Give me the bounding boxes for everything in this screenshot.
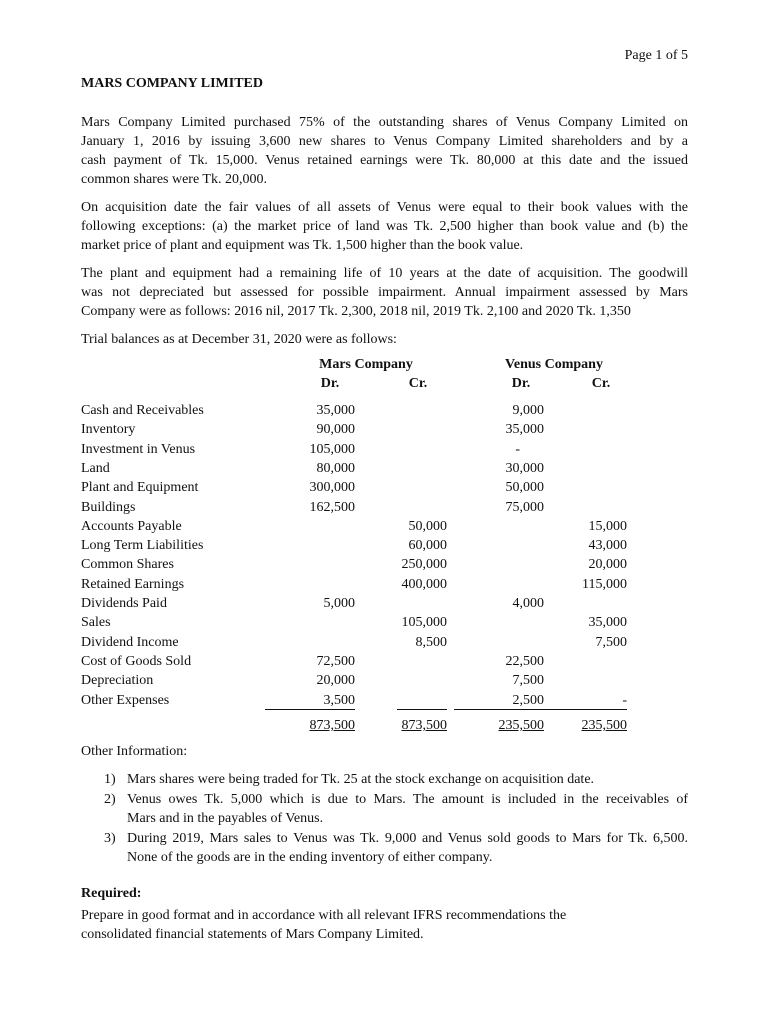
row-label: Depreciation [81, 673, 154, 689]
paragraph-line: was not depreciated but assessed for possible impairment. Annual impairment assessed by Mars [81, 285, 688, 300]
list-item [104, 790, 688, 828]
venus-dr-cell: 4,000 [512, 596, 544, 611]
row-label: Cash and Receivables [81, 403, 204, 418]
venus-dr-cell: 50,000 [505, 480, 544, 496]
row-label: Accounts Payable [81, 518, 182, 534]
table-row [81, 442, 701, 461]
row-label: Sales [81, 615, 111, 631]
mars-cr-cell: 60,000 [408, 538, 447, 554]
paragraph-line: January 1, 2016 by issuing 3,600 new shares to Venus Company Limited shareholders and by a [81, 134, 688, 149]
document-title: MARS COMPANY LIMITED [81, 76, 263, 91]
venus-dr-cell: 9,000 [512, 403, 544, 418]
row-label: Land [81, 460, 110, 476]
mars-dr-cell: 90,000 [316, 422, 355, 438]
paragraph-line: Company were as follows: 2016 nil, 2017 Tk. 2,300, 2018 nil, 2019 Tk. 2,100 and 2020 Tk. 1,350 [81, 304, 631, 319]
page-number: Page 1 of 5 [624, 48, 688, 63]
list-item-number: 2) [104, 792, 116, 807]
paragraph-line: market price of plant and equipment was Tk. 1,500 higher than the book value. [81, 238, 524, 253]
header-mars-company: Mars Company [319, 357, 413, 372]
table-row [81, 635, 701, 654]
header-mars-dr: Dr. [320, 376, 340, 391]
paragraph-impairment [81, 264, 688, 321]
total-mars-cr: 873,500 [401, 718, 447, 733]
venus-cr-cell: - [537, 693, 627, 710]
other-info-heading: Other Information: [81, 744, 188, 759]
venus-dr-cell: 2,500 [454, 693, 544, 710]
venus-dr-cell: 75,000 [505, 499, 544, 515]
header-venus-company: Venus Company [505, 357, 603, 372]
list-item-number: 1) [104, 772, 116, 787]
table-row [81, 654, 701, 673]
paragraph-acquisition [81, 113, 688, 189]
row-label: Cost of Goods Sold [81, 653, 192, 669]
table-row [81, 693, 701, 712]
list-item-number: 3) [104, 831, 116, 846]
row-label: Other Expenses [81, 692, 170, 708]
venus-dr-cell: 22,500 [505, 653, 544, 669]
table-row [81, 480, 701, 499]
row-label: Investment in Venus [81, 441, 196, 457]
venus-cr-cell: 7,500 [595, 634, 627, 650]
list-item-text: During 2019, Mars sales to Venus was Tk. 9,000 and Venus sold goods to Mars for Tk. 6,500. [127, 831, 688, 846]
total-venus-dr: 235,500 [498, 718, 544, 733]
required-line: Prepare in good format and in accordance with all relevant IFRS recommendations the [81, 908, 567, 923]
table-row [81, 422, 701, 441]
total-venus-cr: 235,500 [581, 718, 627, 733]
table-row [81, 461, 701, 480]
mars-dr-cell: 300,000 [309, 480, 355, 496]
mars-cr-cell [397, 693, 447, 710]
row-label: Inventory [81, 422, 136, 438]
paragraph-line: cash payment of Tk. 15,000. Venus retained earnings were Tk. 80,000 at this date and the issued [81, 153, 688, 168]
required-text [81, 906, 566, 944]
mars-cr-cell: 250,000 [401, 557, 447, 573]
mars-dr-cell: 35,000 [316, 403, 355, 418]
table-row [81, 615, 701, 634]
paragraph-line: Trial balances as at December 31, 2020 were as follows: [81, 332, 397, 347]
table-row [81, 538, 701, 557]
header-mars-cr: Cr. [408, 376, 428, 391]
venus-cr-cell: 15,000 [588, 518, 627, 534]
paragraph-line: following exceptions: (a) the market price of land was Tk. 2,500 higher than book value and (b) the [81, 219, 688, 234]
list-item-text: None of the goods are in the ending inventory of either company. [127, 850, 493, 865]
required-heading: Required: [81, 886, 142, 901]
row-label: Dividends Paid [81, 596, 167, 611]
list-item-text: Mars shares were being traded for Tk. 25 at the stock exchange on acquisition date. [127, 772, 595, 787]
mars-dr-cell: 5,000 [323, 596, 355, 611]
header-venus-dr: Dr. [511, 376, 531, 391]
paragraph-line: The plant and equipment had a remaining life of 10 years at the date of acquisition. The goodwill [81, 266, 688, 281]
paragraph-line: common shares were Tk. 20,000. [81, 172, 267, 187]
venus-cr-cell: 35,000 [588, 615, 627, 631]
mars-cr-cell: 8,500 [415, 634, 447, 650]
required-line: consolidated financial statements of Mars Company Limited. [81, 927, 424, 942]
header-venus-cr: Cr. [591, 376, 611, 391]
venus-dr-cell: 30,000 [505, 460, 544, 476]
mars-dr-cell: 3,500 [265, 693, 355, 710]
mars-dr-cell: 162,500 [309, 499, 355, 515]
paragraph-trial-balance-intro [81, 330, 688, 349]
venus-dr-cell: - [515, 441, 520, 457]
mars-dr-cell: 105,000 [309, 441, 355, 457]
mars-cr-cell: 105,000 [401, 615, 447, 631]
table-row [81, 519, 701, 538]
table-row [81, 557, 701, 576]
row-label: Retained Earnings [81, 576, 185, 592]
total-mars-dr: 873,500 [309, 718, 355, 733]
mars-dr-cell: 20,000 [316, 673, 355, 689]
row-label: Buildings [81, 499, 136, 515]
table-row [81, 500, 701, 519]
paragraph-line: Mars Company Limited purchased 75% of the outstanding shares of Venus Company Limited on [81, 115, 688, 130]
table-row [81, 577, 701, 596]
mars-cr-cell: 50,000 [408, 518, 447, 534]
venus-dr-cell: 7,500 [512, 673, 544, 689]
mars-dr-cell: 72,500 [316, 653, 355, 669]
table-row [81, 403, 701, 422]
paragraph-line: On acquisition date the fair values of all assets of Venus were equal to their book values with the [81, 200, 688, 215]
row-label: Dividend Income [81, 634, 179, 650]
venus-cr-cell: 43,000 [588, 538, 627, 554]
row-label: Plant and Equipment [81, 480, 199, 496]
mars-cr-cell: 400,000 [401, 576, 447, 592]
list-item-text: Mars and in the payables of Venus. [127, 811, 324, 826]
venus-cr-cell: 115,000 [582, 576, 627, 592]
paragraph-fair-values [81, 198, 688, 255]
row-label: Long Term Liabilities [81, 538, 204, 554]
list-item-text: Venus owes Tk. 5,000 which is due to Mars. The amount is included in the receivables of [127, 792, 688, 807]
list-item [104, 829, 688, 867]
mars-dr-cell: 80,000 [316, 460, 355, 476]
venus-dr-cell: 35,000 [505, 422, 544, 438]
row-label: Common Shares [81, 557, 174, 573]
totals-row [81, 718, 701, 737]
table-row [81, 673, 701, 692]
venus-cr-cell: 20,000 [588, 557, 627, 573]
table-row [81, 596, 701, 615]
